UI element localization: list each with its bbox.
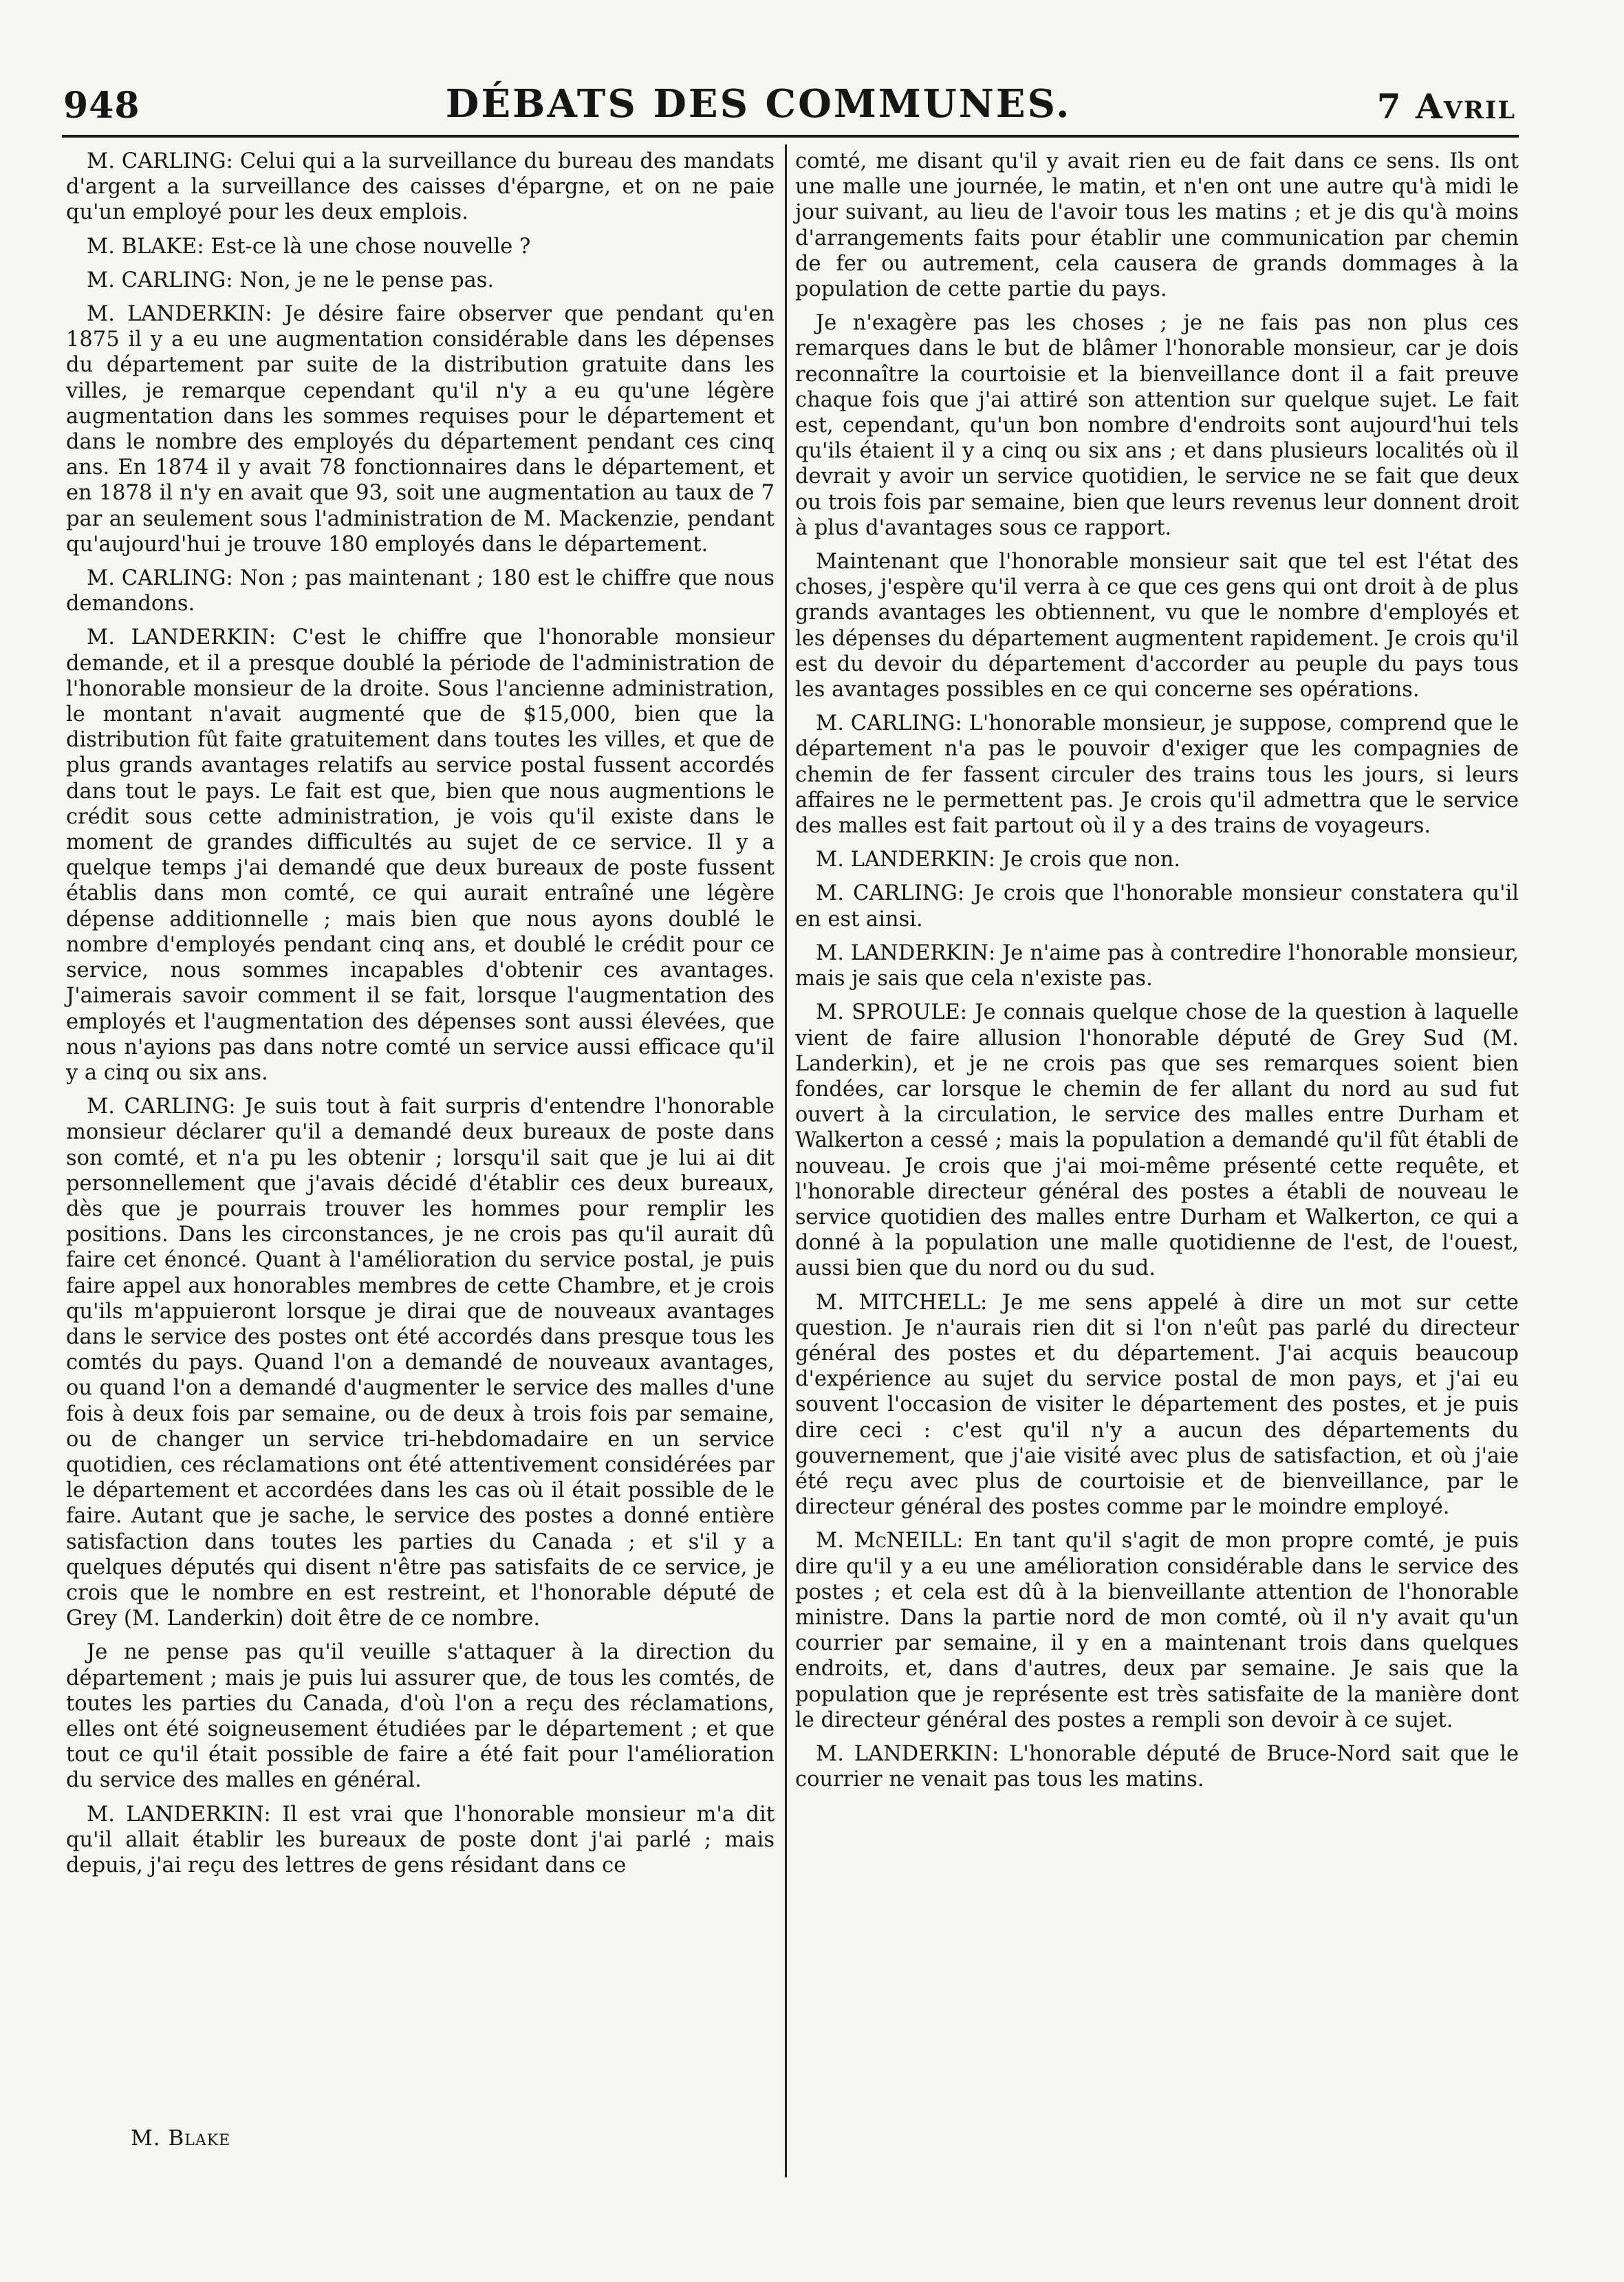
paragraph xyxy=(66,149,775,226)
speech-text: Maintenant que l'honorable monsieur sait que tel est l'état des choses, j'espère qu'il verra à ce que ces gens qui ont droit à de plus grands avantages les obtiennent, vu que le nombre d'employés et les dépenses du département augmentent rapidement. Je crois qu'il est du devoir du département d'accorder au peuple du pays tous les avantages possibles en ce qui concerne ses opérations. xyxy=(795,550,1519,702)
right-column xyxy=(795,149,1519,1800)
paragraph xyxy=(66,1639,775,1793)
speech-text: : Non ; pas maintenant ; 180 est le chiffre que nous demandons. xyxy=(66,566,775,616)
paragraph xyxy=(795,1000,1519,1281)
speech-text: : En tant qu'il s'agit de mon propre comté, je puis dire qu'il y a eu une amélioration considérable dans le service des postes ; et cela est dû à la bienveillante attention de l'honorable ministre. Dans la partie nord de mon comté, où il n'y avait qu'un courrier par semaine, il y en a maintenant trois dans quelques endroits, et, dans d'autres, deux par semaine. Je sais que la population que je représente est très satisfaite de la manière dont le directeur général des postes a rempli son devoir à ce sujet. xyxy=(795,1529,1519,1732)
speech-text: : Celui qui a la surveillance du bureau des mandats d'argent a la surveillance des caisses d'épargne, et on ne paie qu'un employé pour les deux emplois. xyxy=(66,149,775,225)
header-date xyxy=(1377,86,1516,127)
paragraph xyxy=(66,1802,775,1879)
paragraph xyxy=(795,1741,1519,1792)
paragraph xyxy=(795,149,1519,302)
paragraph xyxy=(795,549,1519,702)
paragraph xyxy=(66,566,775,616)
page-header xyxy=(63,65,1516,127)
speaker-name: M. LANDERKIN xyxy=(87,625,269,650)
speech-text: : Je crois que l'honorable monsieur constatera qu'il en est ainsi. xyxy=(795,881,1519,932)
speech-text: : Je crois que non. xyxy=(988,848,1181,872)
speech-text: : Je me sens appelé à dire un mot sur cette question. Je n'aurais rien dit si l'on n'eût pas parlé du directeur général des postes et du département. J'ai acquis beaucoup d'expérience au sujet du service postal de mon pays, et j'ai eu souvent l'occasion de visiter le département des postes, et je puis dire ceci : c'est qu'il n'y a aucun des départements du gouvernement, que j'aie visité avec plus de satisfaction, et où j'aie été reçu avec plus de courtoisie et de bienveillance, par le directeur général des postes comme par le moindre employé. xyxy=(795,1290,1519,1520)
speech-text: comté, me disant qu'il y avait rien eu de fait dans ce sens. Ils ont une malle une journée, le matin, et n'en ont une autre qu'à midi le jour suivant, au lieu de l'avoir tous les matins ; et je dis qu'à moins d'arrangements faits pour établir une communication par chemin de fer ou autrement, cela causera de grands dommages à la population de cette partie du pays. xyxy=(795,149,1519,302)
speaker-name: M. LANDERKIN xyxy=(816,1741,992,1766)
speaker-name: M. CARLING xyxy=(816,881,957,906)
date-month: Avril xyxy=(1415,86,1516,127)
paragraph xyxy=(795,1528,1519,1733)
speaker-name: M. CARLING xyxy=(816,711,955,736)
paragraph xyxy=(795,881,1519,932)
speech-text: : L'honorable député de Bruce-Nord sait que le courrier ne venait pas tous les matins. xyxy=(795,1741,1519,1792)
speaker-name: M. BLAKE xyxy=(87,234,197,259)
paragraph xyxy=(66,301,775,557)
speech-text: : L'honorable monsieur, je suppose, comprend que le département n'a pas le pouvoir d'exiger que les compagnies de chemin de fer fassent circuler des trains tous les jours, si leurs affaires ne le permettent pas. Je crois qu'il admettra que le service des malles est fait partout où il y a des trains de voyageurs. xyxy=(795,711,1519,839)
page-title: DÉBATS DES COMMUNES. xyxy=(445,81,1072,127)
date-day: 7 xyxy=(1376,86,1403,127)
paragraph xyxy=(795,310,1519,541)
speech-text: : C'est le chiffre que l'honorable monsieur demande, et il a presque doublé la période de l'administration de l'honorable monsieur de la droite. Sous l'ancienne administration, le montant n'avait augmenté que de $15,000, bien que la distribution fût faite gratuitement dans toutes les villes, et que de plus grands avantages relatifs au service postal fussent accordés dans tout le pays. Le fait est que, bien que nous augmentions le crédit sous cette administration, je vois qu'il existe dans le moment de grandes difficultés au sujet de ce service. Il y a quelque temps j'ai demandé que deux bureaux de poste fussent établis dans mon comté, ce qui aurait entraîné une légère dépense additionnelle ; mais bien que nous ayons doublé le nombre d'employés pendant cinq ans, et doublé le crédit pour ce service, nous sommes incapables d'obtenir ces avantages. J'aimerais savoir comment il se fait, lorsque l'augmentation des employés et l'augmentation des dépenses sont aussi élevées, que nous n'ayions pas dans notre comté un service aussi efficace qu'il y a cinq ou six ans. xyxy=(66,625,775,1085)
paragraph xyxy=(795,711,1519,839)
speaker-name: M. LANDERKIN xyxy=(87,1802,264,1827)
paragraph xyxy=(795,1290,1519,1520)
speaker-name: M. LANDERKIN xyxy=(87,302,266,327)
speech-text: : Je connais quelque chose de la question à laquelle vient de faire allusion l'honorable député de Grey Sud (M. Landerkin), et je ne crois pas que ses remarques soient bien fondées, car lorsque le chemin de fer allant du nord au sud fut ouvert à la circulation, le service des malles entre Durham et Walkerton a cessé ; mais la population a demandé qu'il fût établi de nouveau. Je crois que j'ai moi-même présenté cette requête, et l'honorable directeur général des postes a établi de nouveau le service quotidien des malles entre Durham et Walkerton, ce qui a donné à la population une malle quotidienne de l'est, de l'ouest, aussi bien que du nord ou du sud. xyxy=(795,1000,1519,1281)
paragraph xyxy=(66,1094,775,1631)
speaker-name: M. McNEILL xyxy=(816,1529,957,1553)
speech-text: : Je n'aime pas à contredire l'honorable monsieur, mais je sais que cela n'existe pas. xyxy=(795,940,1519,991)
speaker-name: M. CARLING xyxy=(87,1095,229,1119)
left-column xyxy=(66,149,775,1886)
speech-text: : Je suis tout à fait surpris d'entendre l'honorable monsieur déclarer qu'il a demandé deux bureaux de poste dans son comté, et n'a pu les obtenir ; lorsqu'il sait que je lui ai dit personnellement que j'avais décidé d'établir ces deux bureaux, dès que je pourrais trouver les hommes pour remplir les positions. Dans les circonstances, je ne crois pas qu'il aurait dû faire cet énoncé. Quant à l'amélioration du service postal, je puis faire appel aux honorables membres de cette Chambre, et je crois qu'ils m'appuieront lorsque je dirai que de nouveaux avantages dans le service des postes ont été accordés dans presque tous les comtés du pays. Quand l'on a demandé de nouveaux avantages, ou quand l'on a demandé d'augmenter le service des malles d'une fois à deux fois par semaine, ou de deux à trois fois par semaine, ou de changer un service tri-hebdomadaire en un service quotidien, ces réclamations ont été attentivement considérées par le département et accordées dans les cas où il était possible de le faire. Autant que je sache, le service des postes a donné entière satisfaction dans toutes les parties du Canada ; et s'il y a quelques députés qui disent n'être pas satisfaits de ce service, je crois que le nombre en est restreint, et l'honorable député de Grey (M. Landerkin) doit être de ce nombre. xyxy=(66,1095,775,1631)
speech-text: Je ne pense pas qu'il veuille s'attaquer à la direction du département ; mais je puis lui assurer que, de tous les comtés, de toutes les parties du Canada, d'où l'on a reçu des réclamations, elles ont été soigneusement étudiées par le département ; et que tout ce qu'il était possible de faire a été fait pour l'amélioration du service des malles en général. xyxy=(66,1640,775,1793)
speaker-name: M. CARLING xyxy=(87,149,226,173)
speech-text: Je n'exagère pas les choses ; je ne fais pas non plus ces remarques dans le but de blâmer l'honorable monsieur, car je dois reconnaître la courtoisie et la bienveillance dont il a fait preuve chaque fois que j'ai attiré son attention sur quelque sujet. Le fait est, cependant, qu'un bon nombre d'endroits sont aujourd'hui tels qu'ils étaient il y a cinq ou six ans ; et dans plusieurs localités où il devrait y avoir un service quotidien, le service ne se fait que deux ou trois fois par semaine, bien que leurs revenus leur donnent droit à plus d'avantages sous ce rapport. xyxy=(795,311,1519,540)
column-divider xyxy=(785,144,787,2177)
speaker-name: M. CARLING xyxy=(87,268,226,292)
header-rule xyxy=(62,135,1519,138)
page-number: 948 xyxy=(63,85,140,127)
paragraph xyxy=(795,940,1519,991)
speaker-name: M. MITCHELL xyxy=(816,1290,980,1315)
speech-text: : Je désire faire observer que pendant qu'en 1875 il y a eu une augmentation considérable dans les dépenses du département par suite de la distribution gratuite dans les villes, je remarque cependant qu'il n'y a eu qu'une légère augmentation dans les sommes requises pour le département et dans le nombre des employés du département pendant ces cinq ans. En 1874 il y avait 78 fonctionnaires dans le département, et en 1878 il n'y en avait que 93, soit une augmentation au taux de 7 par an seulement sous l'administration de M. Mackenzie, pendant qu'aujourd'hui je trouve 180 employés dans le département. xyxy=(66,302,775,557)
speaker-name: M. CARLING xyxy=(87,566,226,591)
paragraph xyxy=(66,234,775,259)
paragraph xyxy=(66,268,775,293)
paragraph xyxy=(66,625,775,1086)
speaker-name: M. LANDERKIN xyxy=(816,940,988,965)
paragraph xyxy=(795,847,1519,872)
speaker-name: M. LANDERKIN xyxy=(816,848,988,872)
speech-text: : Est-ce là une chose nouvelle ? xyxy=(197,234,531,259)
speech-text: : Non, je ne le pense pas. xyxy=(226,268,495,292)
footer-running-name: M. Blake xyxy=(131,2126,231,2151)
speaker-name: M. SPROULE xyxy=(816,1000,960,1025)
speech-text: : Il est vrai que l'honorable monsieur m'a dit qu'il allait établir les bureaux de poste dont j'ai parlé ; mais depuis, j'ai reçu des lettres de gens résidant dans ce xyxy=(66,1802,775,1877)
